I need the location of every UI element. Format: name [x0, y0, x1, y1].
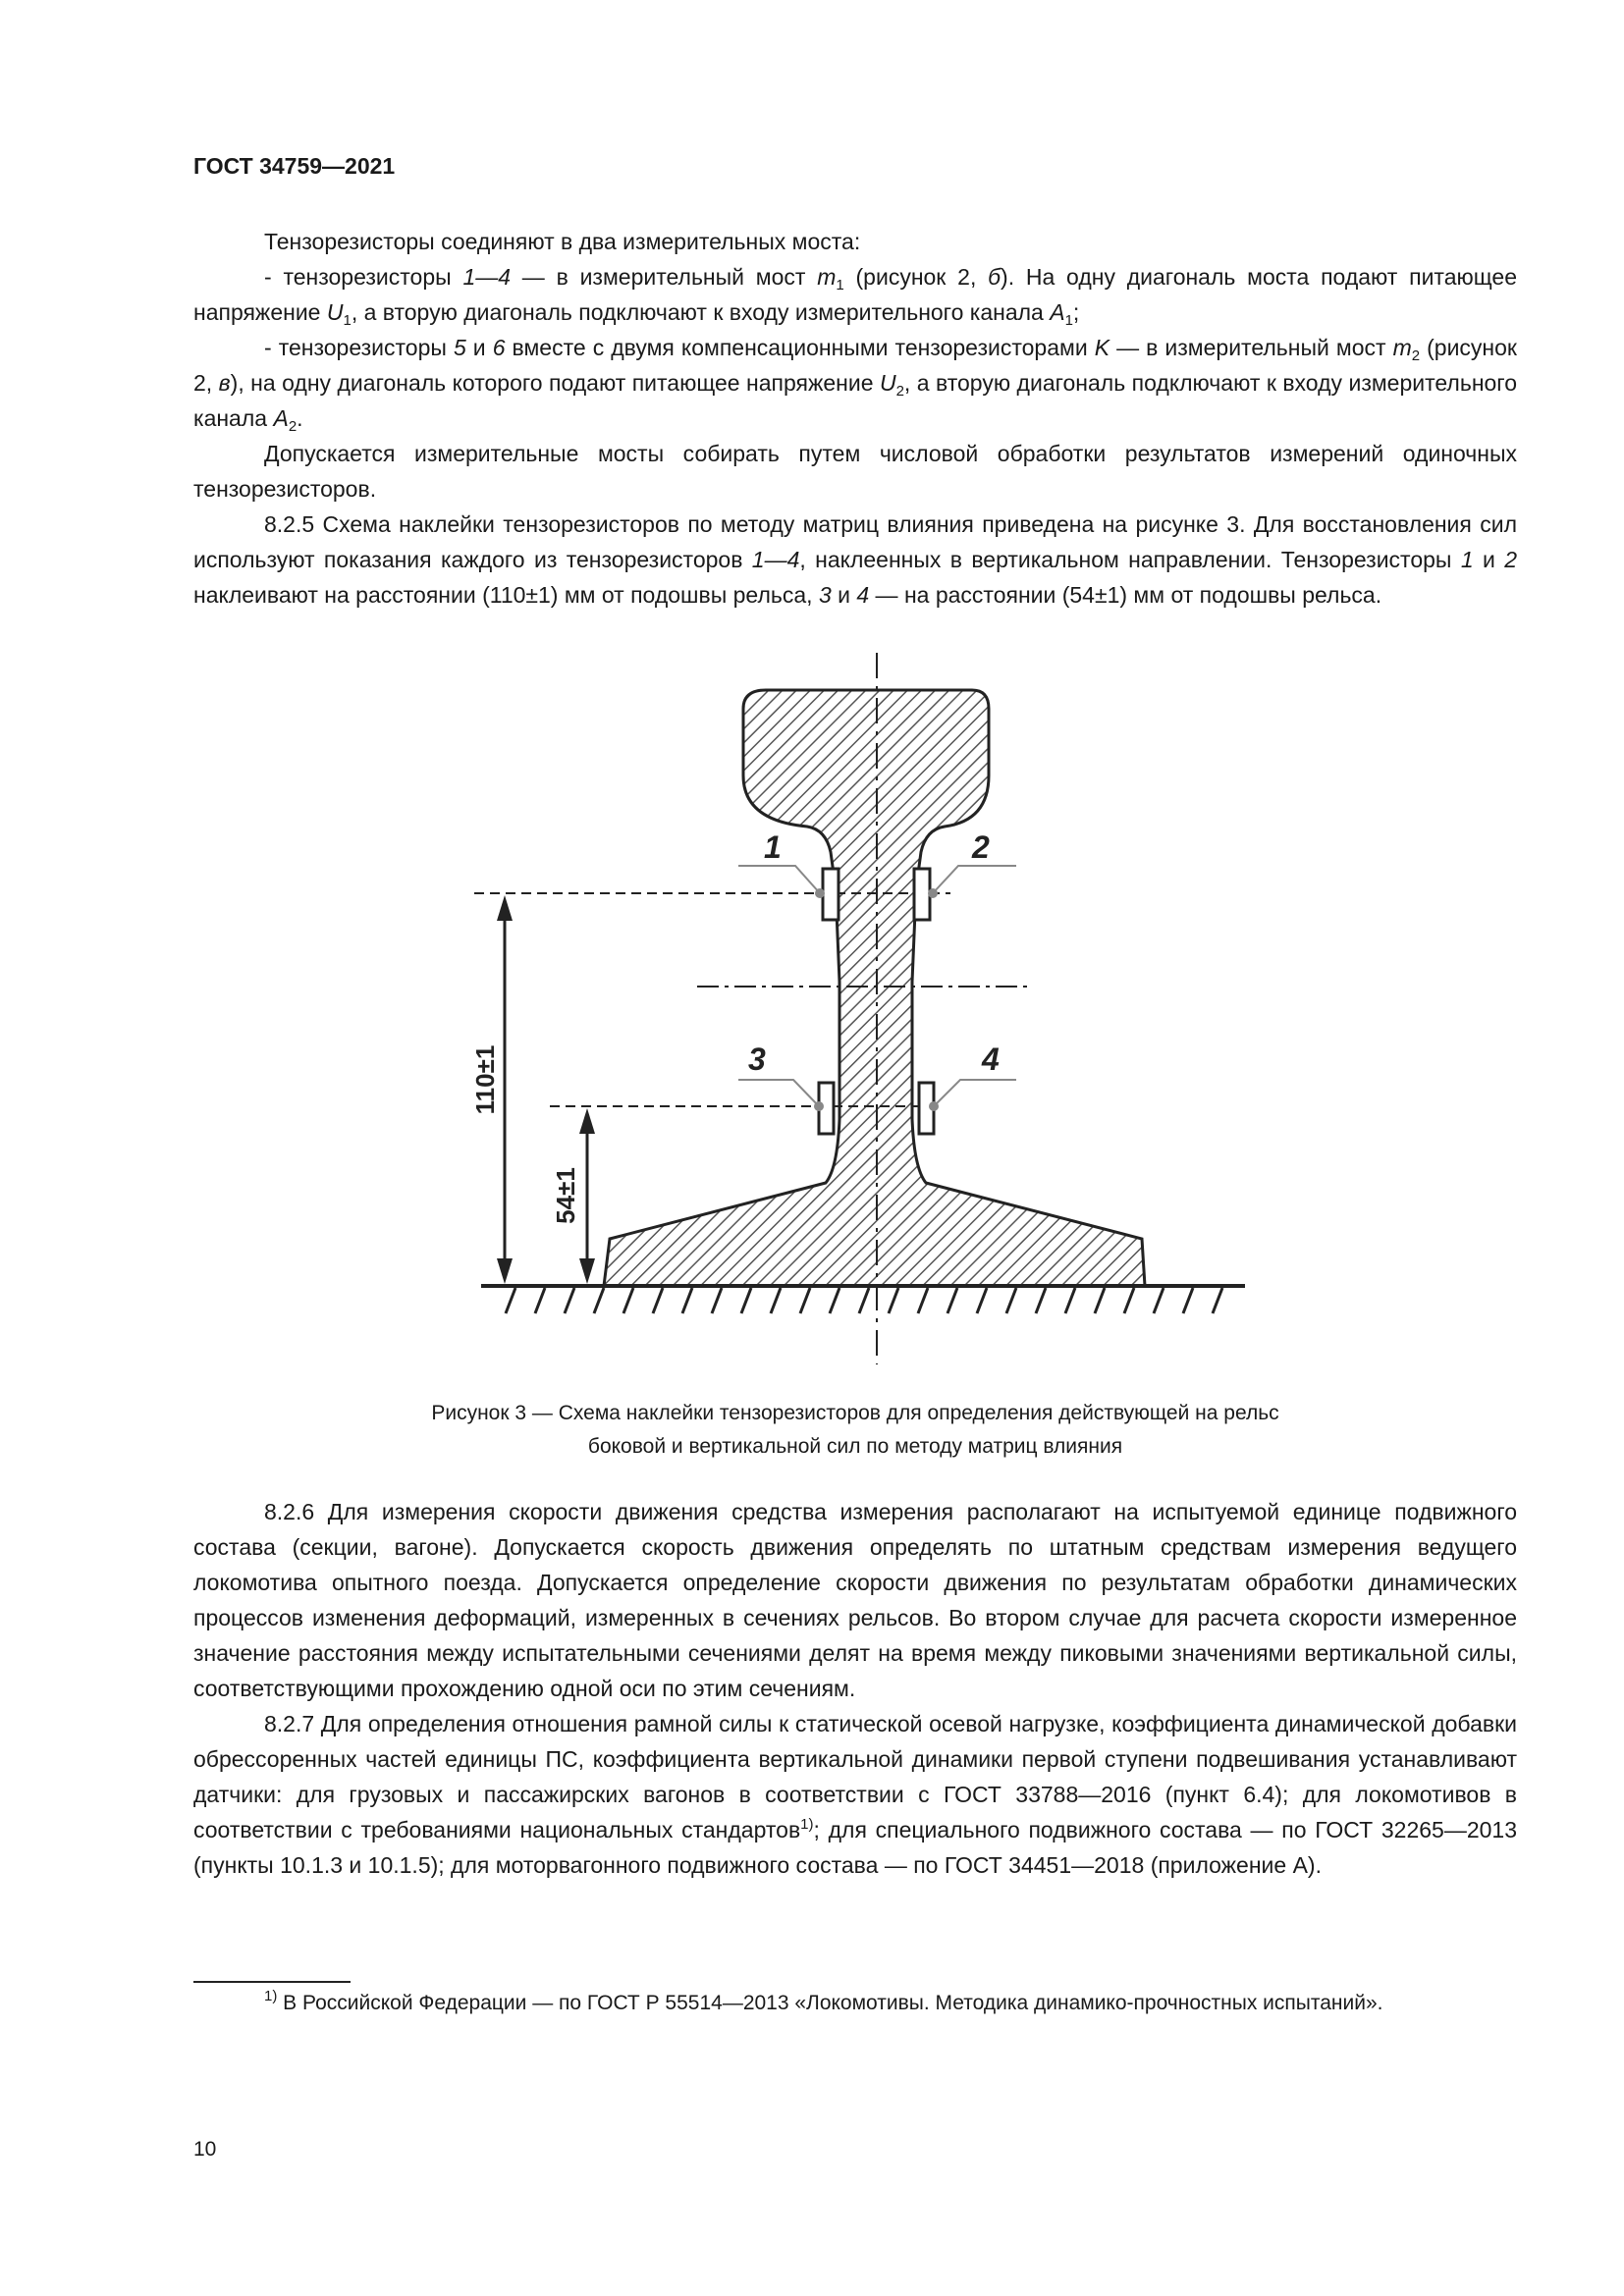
footnote: $^{1)}$ В Российской Федерации — по ГОСТ Р 55514—2013 «Локомотивы. Методика динамико-прочностных испытаний». [264, 1988, 1383, 2014]
strain-gauge-2 [914, 866, 1016, 920]
paragraph: 8.2.5 Схема наклейки тензорезисторов по методу матриц влияния приведена на рисунке 3. Для восстановления сил используют показания каждого из тензорезисторов 1—4, наклеенных в вертикальном направлении. Тензорезисторы 1 и 2 наклеивают на расстоянии (110±1) мм от подошвы рельса, 3 и 4 — на расстоянии (54±1) мм от подошвы рельса. [193, 511, 1517, 608]
gauge-label-2: 2 [972, 829, 990, 865]
strain-gauge-4 [919, 1080, 1016, 1134]
paragraph: Допускается измерительные мосты собирать путем числовой обработки результатов измерений одиночных тензорезисторов. [193, 441, 1517, 502]
dimension-110-label: 110±1 [470, 1044, 500, 1115]
paragraph: - тензорезисторы 1—4 — в измерительный мост $m_1$ (рисунок 2, б). На одну диагональ моста подают питающее напряжение $U_1$, а вторую диагональ подключают к входу измерительного канала $A_1$; [193, 264, 1517, 329]
dimension-54-label: 54±1 [551, 1167, 580, 1224]
footnote-ref[interactable]: 1) [800, 1816, 814, 1833]
gauge-label-3: 3 [748, 1041, 766, 1077]
caption-line: боковой и вертикальной сил по методу матриц влияния [587, 1435, 1123, 1458]
paragraph: Тензорезисторы соединяют в два измерительных моста: [264, 229, 861, 254]
paragraph: 8.2.7 Для определения отношения рамной силы к статической осевой нагрузке, коэффициента динамической добавки обрессоренных частей единицы ПС, коэффициента вертикальной динамики первой ступени подвешивания устанавливают датчики: для грузовых и пассажирских вагонов в соответствии с ГОСТ 33788—2016 (пункт 6.4); для локомотивов в соответствии с требованиями национальных стандартов$^{1)}$; для специального подвижного состава — по ГОСТ 32265—2013 (пункты 10.1.3 и 10.1.5); для моторвагонного подвижного состава — по ГОСТ 34451—2018 (приложение А). [193, 1711, 1518, 1878]
gauge-label-4: 4 [982, 1041, 1000, 1077]
gauge-label-1: 1 [764, 829, 782, 865]
caption-line: Рисунок 3 — Схема наклейки тензорезисторов для определения действующей на рельс [431, 1402, 1279, 1424]
rail-section [604, 690, 1145, 1286]
footnote-divider [193, 1981, 351, 1983]
ground-hatching [506, 1288, 1222, 1313]
page-number: 10 [193, 2138, 217, 2161]
text-block-bottom [193, 1494, 1517, 1883]
dimension-54 [579, 1108, 595, 1284]
paragraph: 8.2.6 Для измерения скорости движения средства измерения располагают на испытуемой единице подвижного состава (секции, вагоне). Допускается скорость движения определять по штатным средствам измерения ведущего локомотива опытного поезда. Допускается определение скорости движения по результатам обработки динамических процессов изменения деформаций, измеренных в сечениях рельсов. Во втором случае для расчета скорости измеренное значение расстояния между испытательными сечениями делят на время между пиковыми значениями вертикальной силы, соответствующими прохождению одной оси по этим сечениям. [193, 1499, 1517, 1701]
figure-caption [193, 1397, 1517, 1464]
document-header: ГОСТ 34759—2021 [193, 153, 396, 179]
paragraph: - тензорезисторы 5 и 6 вместе с двумя компенсационными тензорезисторами K — в измерительный мост $m_2$ (рисунок 2, в), на одну диагональ которого подают питающее напряжение $U_2$, а вторую диагональ подключают к входу измерительного канала $A_2$. [193, 335, 1517, 435]
